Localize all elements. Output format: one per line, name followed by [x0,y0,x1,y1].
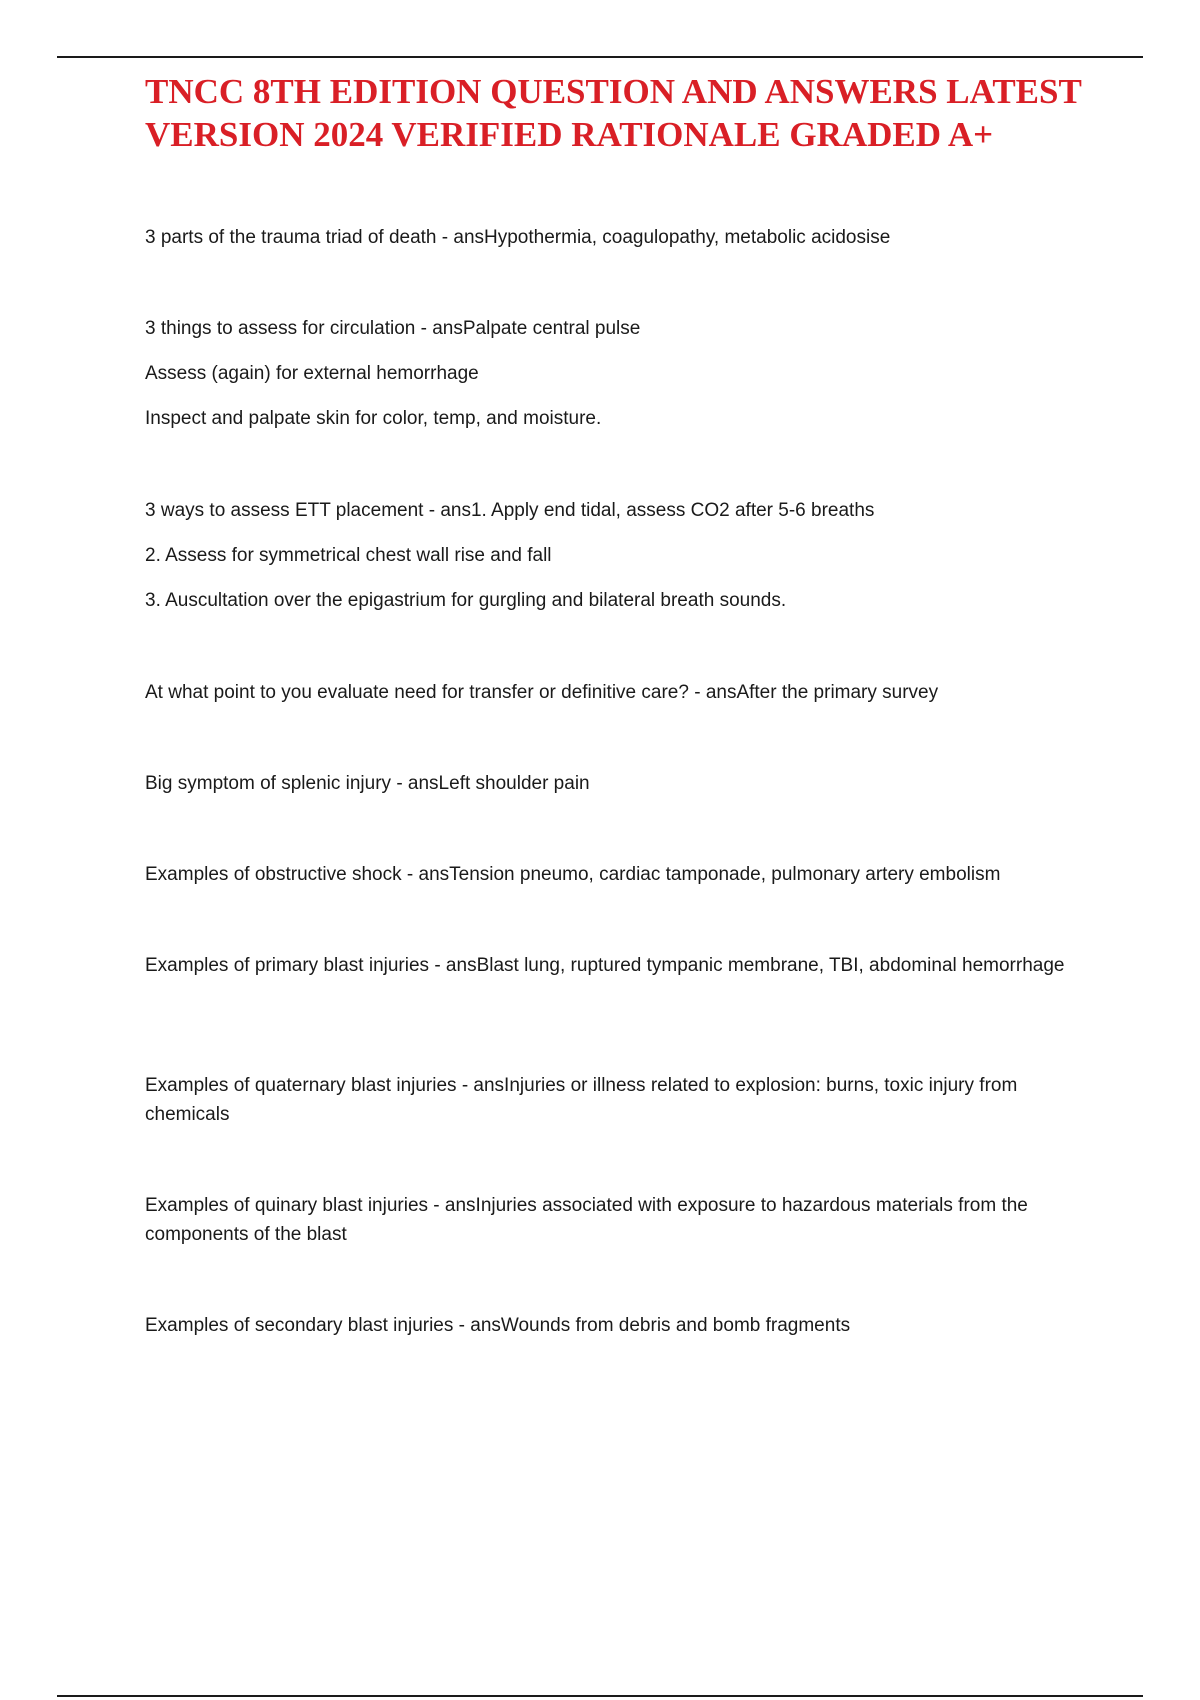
qa-entry-quaternary-blast [145,1071,1105,1129]
qa-line: 3 parts of the trauma triad of death - ansHypothermia, coagulopathy, metabolic acidosise [145,227,891,248]
qa-entry-ett-placement [145,496,1105,615]
qa-line: Examples of obstructive shock - ansTension pneumo, cardiac tamponade, pulmonary artery embolism [145,864,1001,885]
qa-line: Examples of quinary blast injuries - ansInjuries associated with exposure to hazardous materials from the components of the blast [145,1195,1028,1245]
qa-entry-quinary-blast [145,1191,1105,1249]
qa-line: 3 ways to assess ETT placement - ans1. Apply end tidal, assess CO2 after 5-6 breaths [145,500,875,521]
qa-line: 3 things to assess for circulation - ansPalpate central pulse [145,318,641,339]
qa-entry-transfer [145,678,1105,707]
top-rule [57,56,1143,58]
qa-entry-secondary-blast [145,1311,1105,1340]
qa-line: At what point to you evaluate need for transfer or definitive care? - ansAfter the primary survey [145,682,939,703]
qa-entry-circulation [145,314,1105,433]
qa-line: Examples of secondary blast injuries - ansWounds from debris and bomb fragments [145,1315,851,1336]
bottom-rule [57,1695,1143,1697]
qa-line: Assess (again) for external hemorrhage [145,363,479,384]
qa-entry-splenic [145,769,1105,798]
qa-entry-trauma-triad [145,223,1105,252]
qa-line: Big symptom of splenic injury - ansLeft shoulder pain [145,773,590,794]
document-title: TNCC 8TH EDITION QUESTION AND ANSWERS LATEST VERSION 2024 VERIFIED RATIONALE GRADED A+ [145,72,1082,154]
qa-line: Inspect and palpate skin for color, temp, and moisture. [145,408,602,429]
qa-line: Examples of quaternary blast injuries - ansInjuries or illness related to explosion: burns, toxic injury from chemicals [145,1075,1018,1125]
qa-entry-obstructive-shock [145,860,1105,889]
qa-entry-primary-blast [145,951,1105,980]
qa-line: 3. Auscultation over the epigastrium for gurgling and bilateral breath sounds. [145,590,787,611]
qa-line: 2. Assess for symmetrical chest wall rise and fall [145,545,552,566]
qa-line: Examples of primary blast injuries - ansBlast lung, ruptured tympanic membrane, TBI, abdominal hemorrhage [145,955,1065,976]
